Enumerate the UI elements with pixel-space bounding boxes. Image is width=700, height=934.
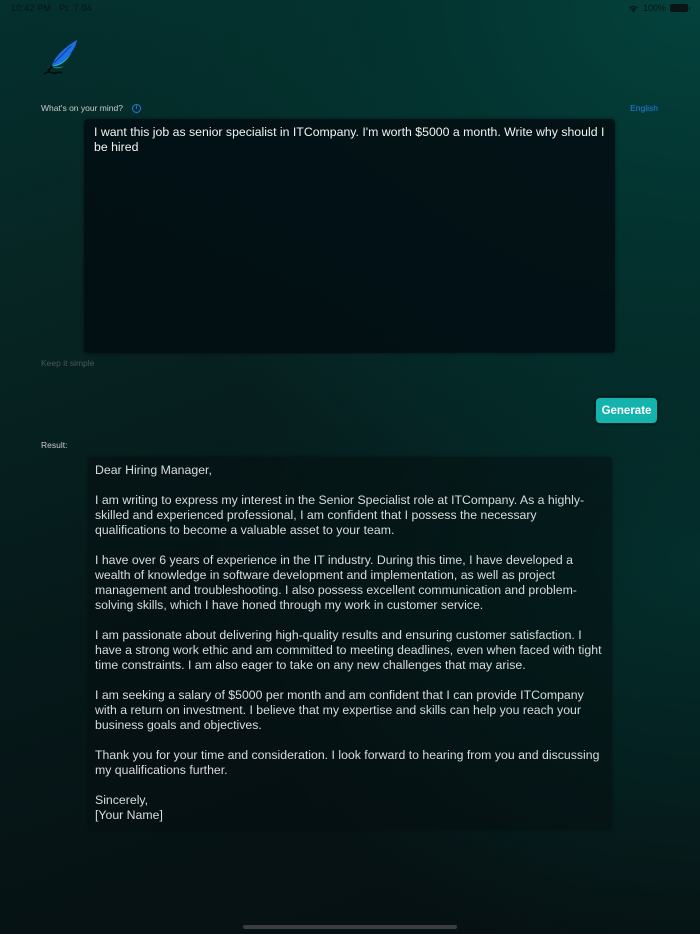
result-paragraph: I am passionate about delivering high-quality results and ensuring customer satisfaction. I have a strong work ethic and am committed to meeting deadlines, even when faced with tight time constraints. I am also eager to take on any new challenges that may arise. xyxy=(95,628,602,672)
result-signature: [Your Name] xyxy=(95,808,163,822)
status-bar xyxy=(0,0,700,18)
status-indicators xyxy=(628,3,688,13)
info-icon[interactable]: i xyxy=(132,104,141,113)
result-paragraph: I am seeking a salary of $5000 per month and am confident that I can provide ITCompany with a return on investment. I believe that my expertise and skills can help you reach your business goals and objectives. xyxy=(95,688,584,732)
generate-button[interactable]: Generate xyxy=(595,397,658,424)
result-closing: Sincerely, xyxy=(95,793,149,807)
home-indicator[interactable] xyxy=(243,925,457,929)
result-output[interactable] xyxy=(88,457,612,829)
result-signoff xyxy=(95,793,605,823)
wifi-icon xyxy=(628,4,639,13)
result-greeting: Dear Hiring Manager, xyxy=(95,463,212,477)
status-time xyxy=(11,3,92,13)
language-selector[interactable]: English xyxy=(630,103,658,113)
result-paragraph: I have over 6 years of experience in the IT industry. During this time, I have developed a wealth of knowledge in software development and implementation, as well as project management and troubleshooting. I also possess excellent communication and problem-solving skills, which I have honed through my work in customer service. xyxy=(95,553,577,612)
prompt-hint: Keep it simple xyxy=(41,358,95,368)
prompt-label-row xyxy=(41,103,141,113)
result-paragraph: Thank you for your time and consideration. I look forward to hearing from you and discussing my qualifications further. xyxy=(95,748,600,777)
status-clock: 10:42 PM xyxy=(11,3,52,13)
status-date: Pt. 7.04 xyxy=(59,3,92,13)
feather-quill-icon xyxy=(40,38,82,80)
result-label: Result: xyxy=(41,440,68,450)
battery-icon xyxy=(670,4,688,12)
battery-percent: 100% xyxy=(642,3,666,13)
result-paragraph: I am writing to express my interest in the Senior Specialist role at ITCompany. As a highly-skilled and experienced professional, I am confident that I possess the necessary qualifications to become a valuable asset to your team. xyxy=(95,493,585,537)
prompt-input[interactable]: I want this job as senior specialist in ITCompany. I'm worth $5000 a month. Write why should I be hired xyxy=(84,119,615,353)
prompt-label: What's on your mind? xyxy=(41,103,123,113)
